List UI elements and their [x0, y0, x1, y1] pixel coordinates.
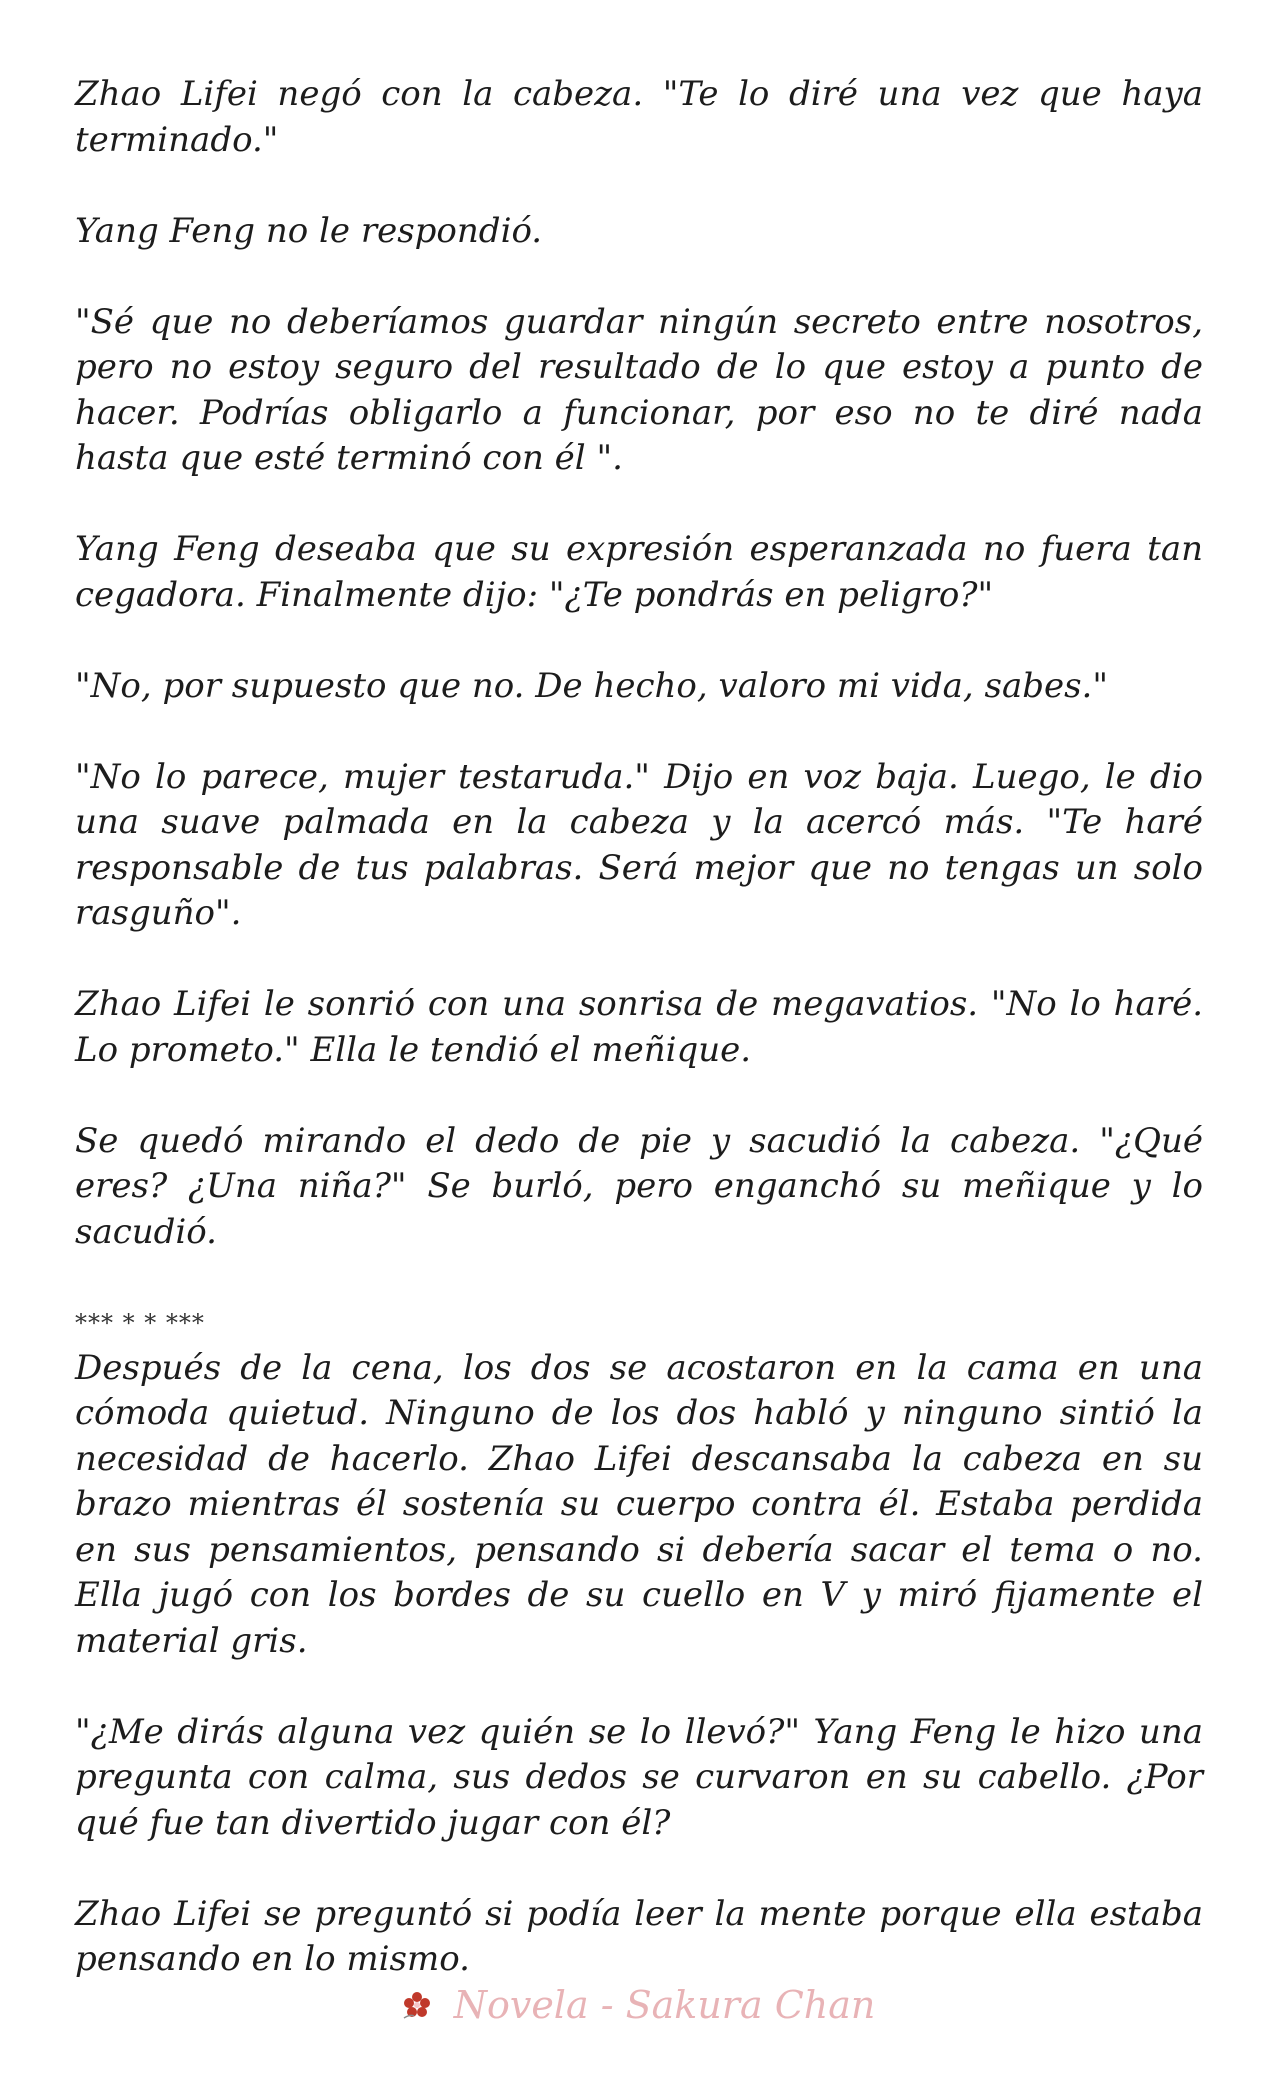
watermark-text: Novela - Sakura Chan — [453, 1983, 876, 2027]
paragraph: Zhao Lifei se preguntó si podía leer la mente porque ella estaba pensando en lo mismo. — [75, 1893, 1203, 1979]
paragraph: "¿Me dirás alguna vez quién se lo llevó?" Yang Feng le hizo una pregunta con calma, sus dedos se curvaron en su cabello. ¿Por qué fue tan divertido jugar con él? — [75, 1711, 1203, 1843]
paragraph: Yang Feng deseaba que su expresión esperanzada no fuera tan cegadora. Finalmente dijo: "¿Te pondrás en peligro?" — [75, 529, 1203, 615]
sakura-flower-icon — [400, 1984, 434, 2034]
section-separator: *** * * *** — [75, 1308, 205, 1337]
document-body — [75, 72, 1203, 1983]
paragraph: Se quedó mirando el dedo de pie y sacudió la cabeza. "¿Qué eres? ¿Una niña?" Se burló, pero enganchó su meñique y lo sacudió. — [75, 1120, 1203, 1252]
paragraph: Después de la cena, los dos se acostaron en la cama en una cómoda quietud. Ninguno de los dos habló y ninguno sintió la necesidad de hacerlo. Zhao Lifei descansaba la cabeza en su brazo mientras él sostenía su cuerpo contra él. Estaba perdida en sus pensamientos, pensando si debería sacar el tema o no. Ella jugó con los bordes de su cuello en V y miró fijamente el material gris. — [75, 1347, 1203, 1661]
watermark — [0, 1980, 1275, 2034]
paragraph: Zhao Lifei le sonrió con una sonrisa de megavatios. "No lo haré. Lo prometo." Ella le tendió el meñique. — [75, 984, 1203, 1070]
paragraph: "No, por supuesto que no. De hecho, valoro mi vida, sabes." — [75, 665, 1108, 706]
paragraph: "No lo parece, mujer testaruda." Dijo en voz baja. Luego, le dio una suave palmada en la cabeza y la acercó más. "Te haré responsable de tus palabras. Será mejor que no tengas un solo rasguño". — [75, 756, 1203, 933]
paragraph: Yang Feng no le respondió. — [75, 210, 543, 251]
paragraph: "Sé que no deberíamos guardar ningún secreto entre nosotros, pero no estoy seguro del resultado de lo que estoy a punto de hacer. Podrías obligarlo a funcionar, por eso no te diré nada hasta que esté terminó con él ". — [75, 301, 1203, 478]
paragraph: Zhao Lifei negó con la cabeza. "Te lo diré una vez que haya terminado." — [75, 74, 1203, 160]
